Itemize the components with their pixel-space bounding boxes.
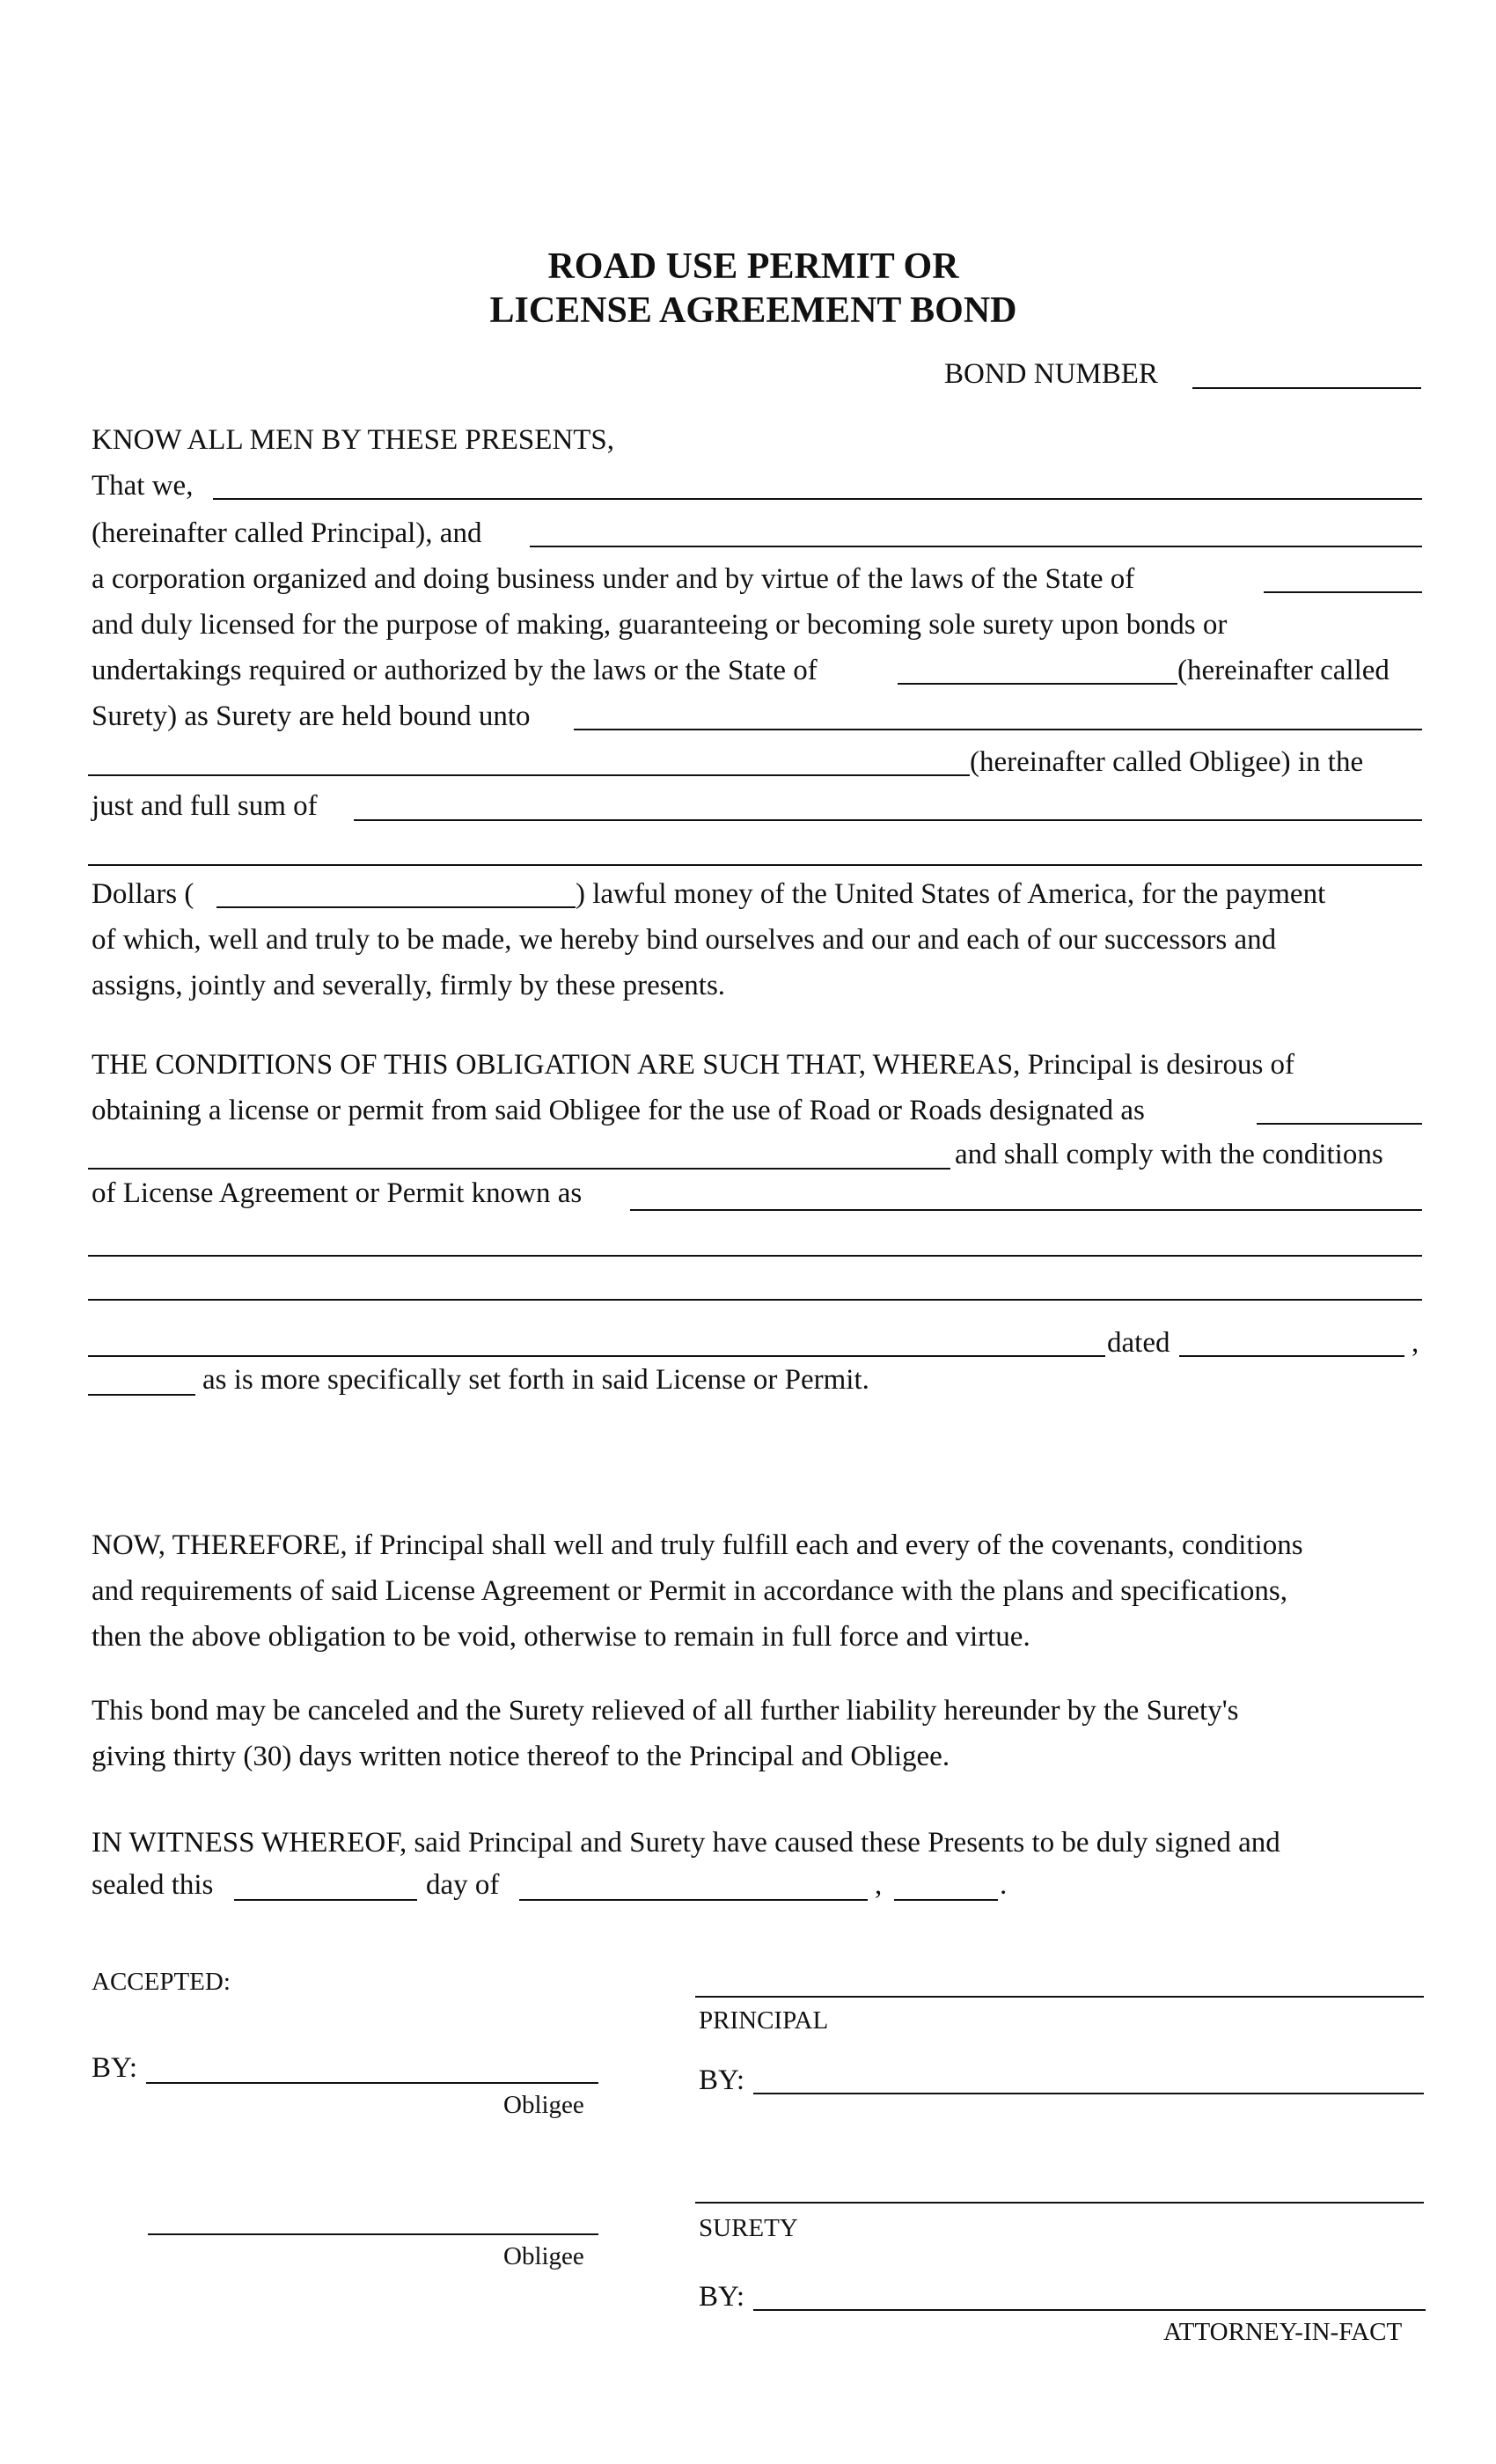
- obligee-name-field-2[interactable]: [88, 774, 970, 776]
- comply-text: and shall comply with the conditions: [955, 1139, 1383, 1170]
- obligee-caption-1: Obligee: [503, 2091, 584, 2119]
- undertakings-text: undertakings required or authorized by the laws or the State of: [92, 655, 818, 686]
- surety-label: SURETY: [699, 2214, 798, 2242]
- sum-words-field-2[interactable]: [88, 864, 1422, 866]
- dated-comma: ,: [1412, 1327, 1419, 1359]
- permit-name-field-2[interactable]: [88, 1255, 1422, 1257]
- surety-state-field[interactable]: [1264, 591, 1422, 593]
- that-we-label: That we,: [92, 470, 194, 502]
- permit-name-field-3[interactable]: [88, 1299, 1422, 1301]
- principal-and-label: (hereinafter called Principal), and: [92, 517, 482, 549]
- cancel-line-1: This bond may be canceled and the Surety relieved of all further liability hereunder by the Surety's: [92, 1695, 1239, 1727]
- permit-year-field[interactable]: [88, 1394, 195, 1396]
- form-title-line-2: LICENSE AGREEMENT BOND: [489, 290, 1017, 331]
- hereinafter-called-text: (hereinafter called: [1177, 655, 1390, 686]
- surety-name-field[interactable]: [530, 546, 1422, 547]
- surety-by-signature[interactable]: [753, 2309, 1426, 2311]
- witness-period: .: [1000, 1869, 1008, 1901]
- just-sum-label: just and full sum of: [92, 790, 318, 822]
- cancel-line-2: giving thirty (30) days written notice thereof to the Principal and Obligee.: [92, 1741, 950, 1772]
- authorizing-state-field[interactable]: [898, 683, 1177, 685]
- surety-signature[interactable]: [695, 2202, 1424, 2204]
- obligee-in-the-text: (hereinafter called Obligee) in the: [970, 746, 1364, 778]
- principal-label: PRINCIPAL: [699, 2006, 829, 2035]
- now-therefore-line-1: NOW, THEREFORE, if Principal shall well and truly fulfill each and every of the covenants, conditions: [92, 1529, 1303, 1561]
- sealed-year-field[interactable]: [894, 1899, 998, 1901]
- principal-by-signature[interactable]: [753, 2093, 1424, 2094]
- dollars-open-label: Dollars (: [92, 878, 194, 910]
- witness-comma: ,: [875, 1869, 883, 1901]
- obligee-signature-1[interactable]: [146, 2082, 598, 2084]
- dollar-amount-field[interactable]: [216, 906, 576, 908]
- obligee-signature-2[interactable]: [148, 2233, 598, 2235]
- permit-date-field[interactable]: [1179, 1355, 1404, 1357]
- obligee-by-label-1: BY:: [92, 2052, 137, 2084]
- know-all-men-text: KNOW ALL MEN BY THESE PRESENTS,: [92, 424, 615, 456]
- obligee-name-field[interactable]: [574, 729, 1422, 730]
- sealed-this-label: sealed this: [92, 1869, 214, 1901]
- corporation-text: a corporation organized and doing business under and by virtue of the laws of the State of: [92, 563, 1135, 595]
- lawful-money-text: ) lawful money of the United States of America, for the payment: [576, 878, 1326, 910]
- permit-name-field[interactable]: [630, 1209, 1422, 1211]
- permit-name-field-4[interactable]: [88, 1355, 1105, 1357]
- set-forth-text: as is more specifically set forth in said License or Permit.: [202, 1364, 869, 1396]
- surety-held-text: Surety) as Surety are held bound unto: [92, 700, 531, 732]
- assigns-text: assigns, jointly and severally, firmly by these presents.: [92, 970, 726, 1001]
- attorney-in-fact-label: ATTORNEY-IN-FACT: [1163, 2318, 1403, 2346]
- sum-words-field[interactable]: [354, 819, 1422, 821]
- of-which-text: of which, well and truly to be made, we hereby bind ourselves and our and each of our successors and: [92, 924, 1277, 956]
- known-as-label: of License Agreement or Permit known as: [92, 1177, 583, 1209]
- now-therefore-line-2: and requirements of said License Agreement or Permit in accordance with the plans and specifications,: [92, 1575, 1287, 1607]
- accepted-label: ACCEPTED:: [92, 1968, 231, 1996]
- principal-name-field[interactable]: [213, 498, 1422, 500]
- principal-signature[interactable]: [695, 1996, 1424, 1998]
- principal-by-label: BY:: [699, 2064, 744, 2096]
- sealed-day-field[interactable]: [234, 1899, 417, 1901]
- day-of-label: day of: [426, 1869, 500, 1901]
- road-designation-field[interactable]: [1257, 1123, 1422, 1125]
- now-therefore-line-3: then the above obligation to be void, otherwise to remain in full force and virtue.: [92, 1621, 1030, 1653]
- surety-by-label: BY:: [699, 2281, 744, 2313]
- duly-licensed-text: and duly licensed for the purpose of making, guaranteeing or becoming sole surety upon bonds or: [92, 609, 1228, 641]
- dated-label: dated: [1107, 1327, 1170, 1359]
- road-designation-field-2[interactable]: [88, 1168, 950, 1170]
- obligee-caption-2: Obligee: [503, 2242, 584, 2270]
- witness-line-1: IN WITNESS WHEREOF, said Principal and Surety have caused these Presents to be duly signed and: [92, 1827, 1280, 1859]
- sealed-month-field[interactable]: [519, 1899, 868, 1901]
- conditions-line-2: obtaining a license or permit from said Obligee for the use of Road or Roads designated as: [92, 1095, 1145, 1126]
- bond-number-label: BOND NUMBER: [944, 358, 1158, 390]
- bond-number-field[interactable]: [1192, 387, 1421, 389]
- conditions-line-1: THE CONDITIONS OF THIS OBLIGATION ARE SUCH THAT, WHEREAS, Principal is desirous of: [92, 1049, 1295, 1081]
- form-title-line-1: ROAD USE PERMIT OR: [547, 246, 959, 287]
